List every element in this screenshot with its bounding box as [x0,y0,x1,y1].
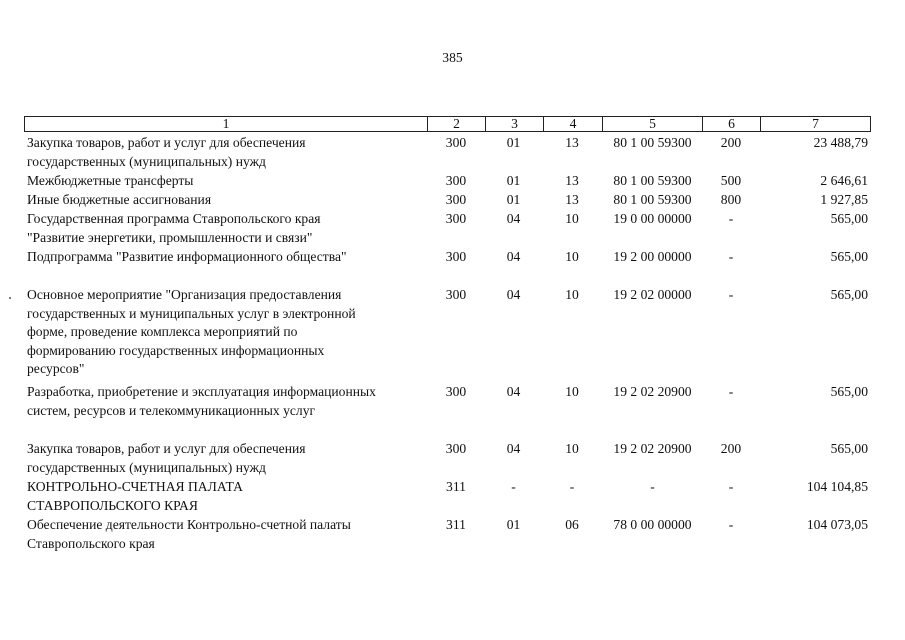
row-amount: 565,00 [830,384,868,399]
row-code-expense-type: 200 [720,441,742,456]
row-code-subsection: 10 [565,441,579,456]
header-cell-6: 6 [728,116,735,131]
row-code-ministry: 300 [445,249,467,264]
row-code-section: 04 [506,211,521,226]
description-line: СТАВРОПОЛЬСКОГО КРАЯ [27,497,198,513]
row-amount: 565,00 [830,211,868,226]
row-amount: 565,00 [830,287,868,302]
description-line: Закупка товаров, работ и услуг для обеспечения [27,135,306,150]
row-code-target: 19 2 02 00000 [613,287,692,302]
description-line: Подпрограмма "Развитие информационного общества" [27,249,347,264]
row-description [27,210,427,247]
row-code-expense-type: 200 [720,135,742,150]
description-line: государственных (муниципальных) нужд [27,459,266,475]
row-code-ministry: 311 [446,517,466,532]
description-line: государственных (муниципальных) нужд [27,153,266,169]
description-line: Обеспечение деятельности Контрольно-счетной палаты [27,517,351,532]
row-code-ministry: 311 [446,479,466,494]
description-line: КОНТРОЛЬНО-СЧЕТНАЯ ПАЛАТА [27,479,243,494]
description-line: систем, ресурсов и телекоммуникационных услуг [27,402,316,418]
row-code-ministry: 300 [445,211,467,226]
row-amount: 565,00 [830,441,868,456]
row-code-section: 04 [506,287,521,302]
row-code-expense-type: - [728,249,734,264]
row-amount: 565,00 [830,249,868,264]
page-number: 385 [442,50,463,65]
row-code-expense-type: - [728,384,734,399]
row-code-subsection: 10 [565,287,579,302]
row-code-subsection: 10 [565,384,579,399]
row-amount: 2 646,61 [820,173,868,188]
row-description [27,478,427,515]
row-code-ministry: 300 [445,287,467,302]
row-code-subsection: 06 [565,517,579,532]
scan-mark [9,297,11,299]
row-code-target: 19 2 00 00000 [613,249,692,264]
row-description [27,516,427,553]
row-code-expense-type: - [728,479,734,494]
row-amount: 1 927,85 [820,192,868,207]
row-code-section: 04 [506,249,521,264]
row-code-section: 01 [506,192,521,207]
row-code-target: 19 0 00 00000 [613,211,692,226]
header-cell-3: 3 [511,116,518,131]
row-code-target: 80 1 00 59300 [613,173,692,188]
row-code-ministry: 300 [445,192,467,207]
row-description [27,134,427,171]
row-code-section: 01 [506,517,521,532]
description-line: Разработка, приобретение и эксплуатация информационных [27,384,376,399]
row-code-section: - [511,479,516,494]
row-code-ministry: 300 [445,441,467,456]
row-code-subsection: 10 [565,249,579,264]
header-cell-1: 1 [222,116,230,131]
description-line: Закупка товаров, работ и услуг для обеспечения [27,441,306,456]
row-amount: 23 488,79 [813,135,868,150]
header-cell-2: 2 [453,116,460,131]
row-code-expense-type: 800 [720,192,742,207]
row-code-target: 78 0 00 00000 [613,517,692,532]
row-description [27,383,427,420]
row-code-ministry: 300 [445,384,467,399]
header-cell-4: 4 [569,116,577,131]
row-code-expense-type: - [728,287,734,302]
row-code-subsection: 13 [565,135,579,150]
row-code-section: 01 [506,135,521,150]
row-code-target: 80 1 00 59300 [613,192,692,207]
description-line: государственных и муниципальных услуг в электронной [27,305,356,321]
row-description [27,191,427,210]
description-line: формированию государственных информационных [27,342,325,358]
description-line: форме, проведение комплекса мероприятий по [27,324,298,340]
row-code-subsection: 10 [565,211,579,226]
row-code-expense-type: 500 [720,173,742,188]
header-cell-7: 7 [812,116,819,131]
row-description [27,248,427,267]
row-description [27,286,427,379]
description-line: "Развитие энергетики, промышленности и связи" [27,229,313,245]
row-code-ministry: 300 [445,173,467,188]
row-amount: 104 073,05 [806,517,868,532]
row-amount: 104 104,85 [806,479,868,494]
description-line: ресурсов" [27,361,85,377]
row-code-target: - [650,479,655,494]
description-line: Иные бюджетные ассигнования [27,192,212,207]
row-code-subsection: - [569,479,575,494]
row-code-section: 04 [506,441,521,456]
description-line: Межбюджетные трансферты [27,173,194,188]
row-code-target: 80 1 00 59300 [613,135,692,150]
row-code-target: 19 2 02 20900 [613,384,692,399]
description-line: Ставропольского края [27,535,155,551]
row-code-expense-type: - [728,517,734,532]
row-code-section: 04 [506,384,521,399]
row-code-subsection: 13 [565,173,579,188]
row-code-ministry: 300 [445,135,467,150]
row-description [27,440,427,477]
row-code-section: 01 [506,173,521,188]
row-code-subsection: 13 [565,192,579,207]
row-code-target: 19 2 02 20900 [613,441,692,456]
description-line: Основное мероприятие "Организация предоставления [27,287,342,302]
row-description [27,172,427,191]
description-line: Государственная программа Ставропольского края [27,211,321,226]
table-header-row [24,116,871,132]
row-code-expense-type: - [728,211,734,226]
header-cell-5: 5 [649,116,656,131]
